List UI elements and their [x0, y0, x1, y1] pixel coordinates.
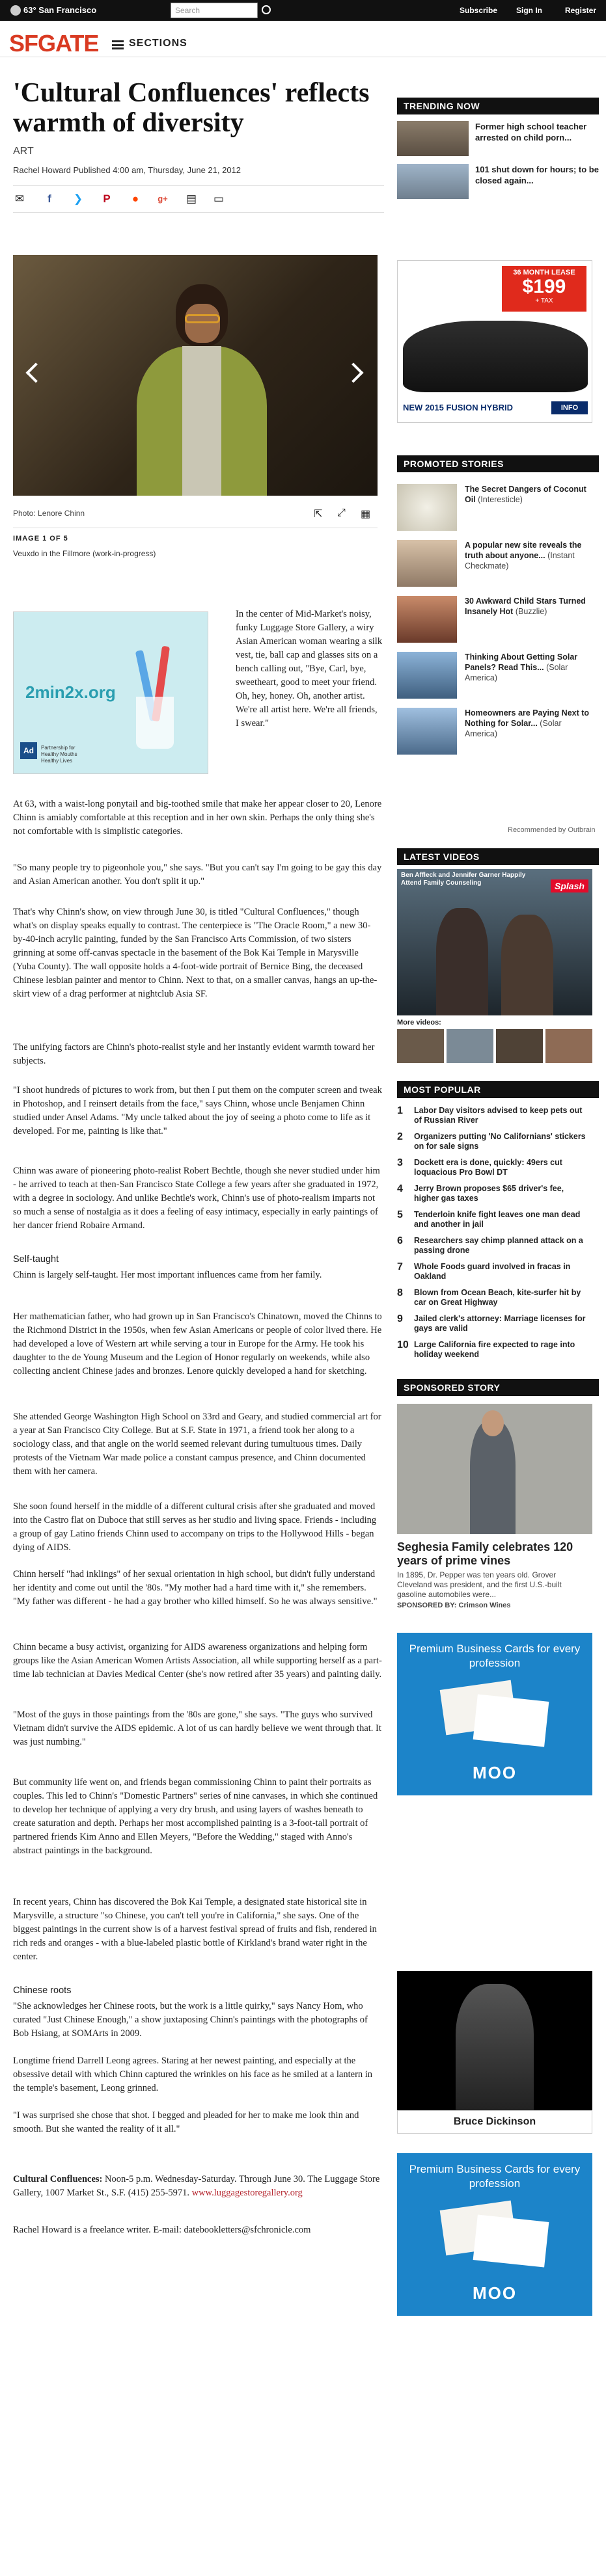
lease-label: 36 MONTH LEASE [513, 269, 575, 276]
promoted-title: 30 Awkward Child Stars Turned Insanely Hot [465, 597, 586, 616]
section-heading: Self-taught [13, 1254, 59, 1265]
popular-item[interactable]: 7 Whole Foods guard involved in fracas in Oakland [397, 1262, 599, 1284]
video-player[interactable] [397, 869, 592, 1015]
section-heading: Chinese roots [13, 1985, 72, 1996]
video-thumbnail[interactable] [496, 1029, 543, 1063]
performer-image [456, 1984, 534, 2110]
ad-council-logo: Ad [20, 742, 37, 759]
trending-title: 101 shut down for hours; to be closed again... [475, 165, 599, 185]
article-byline: Rachel Howard Published 4:00 am, Thursday, June 21, 2012 [13, 165, 241, 175]
article-paragraph: Longtime friend Darrell Leong agrees. Staring at her newest painting, and especially at the obsessive detail with which Chinn captured the wrinkles on his face as he smiled at a lantern in the temple's basement, Leong grinned. [13, 2056, 373, 2093]
twitter-icon[interactable]: ❯ [73, 193, 83, 205]
moo-ad-text: Premium Business Cards for every profession [409, 1643, 581, 1669]
article-paragraph: Chinn is largely self-taught. Her most important influences came from her family. [13, 1270, 322, 1280]
comment-icon[interactable]: ▭ [213, 193, 225, 205]
promoted-title: Homeowners are Paying Next to Nothing for Solar... [465, 708, 590, 728]
share-bar [13, 185, 384, 213]
promoted-source: (Solar America) [465, 719, 562, 738]
lease-price: $199 [522, 276, 566, 297]
image-caption: Veuxdo in the Fillmore (work-in-progress) [13, 549, 156, 558]
promoted-thumbnail [397, 708, 457, 755]
sections-button[interactable]: SECTIONS [129, 38, 187, 49]
moo-ad-text: Premium Business Cards for every profession [409, 2163, 581, 2190]
video-thumbnail[interactable] [397, 1029, 444, 1063]
outbrain-credit[interactable]: Recommended by Outbrain [508, 826, 596, 834]
splash-logo: Splash [551, 879, 588, 892]
email-icon[interactable]: ✉ [14, 193, 25, 205]
article-paragraph: In recent years, Chinn has discovered the Bok Kai Temple, a designated state historical site in Marysville, a structure "so Chinese, you can't tell you're in California," she says. One of the biggest paintings in the current show is of a harvest festival spread of fruits and fish, rendered in rich reds and oranges - with a blue-labeled plastic bottle of Kirkland's brand water right in the center. [13, 1897, 377, 1962]
event-info-label: Cultural Confluences: [13, 2174, 103, 2184]
moo-logo: MOO [472, 2283, 517, 2303]
more-videos-strip [397, 1029, 592, 1063]
business-cards-image [443, 1678, 547, 1750]
trending-thumbnail [397, 164, 469, 199]
photo-gallery[interactable] [13, 255, 378, 496]
promoted-item[interactable] [397, 484, 599, 536]
print-icon[interactable]: ▤ [186, 193, 197, 205]
photo-meta [13, 502, 378, 528]
article-paragraph: "So many people try to pigeonhole you," she says. "But you can't say I'm going to be gay this day and Asian American another. You don't split it up." [13, 863, 382, 887]
video-person [436, 908, 488, 1015]
moo-ad[interactable] [397, 2153, 592, 2316]
popular-title: Researchers say chimp planned attack on a passing drone [414, 1236, 583, 1255]
article-paragraph: "She acknowledges her Chinese roots, but the work is a little quirky," says Nancy Hom, who curated "Just Chinese Enough," a show juxtaposing Chinn's paintings with the photographs of Bob Hsiang, at SOMArts in 2009. [13, 2001, 368, 2039]
reddit-icon[interactable]: ● [131, 193, 139, 205]
promoted-header: PROMOTED STORIES [397, 455, 599, 472]
promoted-thumbnail [397, 540, 457, 587]
article-paragraph: She soon found herself in the middle of a different cultural crisis after she graduated and moved into the Castro flat on Duboce that still serves as her studio and living space. Friends - including a group of gay Latino friends Chinn used to accompany on trips to the Hollywood Hills - began dying of AIDS. [13, 1501, 377, 1553]
subscribe-link[interactable]: Subscribe [460, 6, 498, 15]
popular-title: Organizers putting 'No Californians' stickers on for sale signs [414, 1132, 586, 1151]
promoted-source: (Buzzlie) [515, 607, 547, 616]
signin-link[interactable]: Sign In [516, 6, 542, 15]
promoted-title: A popular new site reveals the truth about anyone... [465, 541, 582, 560]
promoted-item[interactable] [397, 540, 599, 592]
article-paragraph: Chinn was aware of pioneering photo-realist Robert Bechtle, though she never studied under him - he arrived to teach at then-San Francisco State College a few years after she graduated in 1972, with a degree in sociology. And unlike Bechtle's work, Chinn's use of photo-realism imparts not so much a sense of nostalgia as it does a feeling of easy intimacy, especially in early paintings of her dancer friend Robaire Armand. [13, 1166, 380, 1231]
photo-credit: Photo: Lenore Chinn [13, 509, 85, 518]
popular-item[interactable]: 6 Researchers say chimp planned attack on a passing drone [397, 1236, 599, 1258]
register-link[interactable]: Register [565, 6, 597, 15]
trending-item[interactable] [397, 121, 599, 159]
promoted-thumbnail [397, 652, 457, 699]
article-paragraph: But community life went on, and friends began commissioning Chinn to paint their portraits as couples. This led to Chinn's "Domestic Partners" series of nine canvases, in which she continued to develop her technique of applying a very dry brush, and using layers of washes beneath to create saturation and depth. Perhaps her most accomplished painting is a 3-foot-tall portrait of partnered friends Kim Anno and Ellen Meyers, "Before the Wedding," staged with Anno's abstract paintings in the background. [13, 1777, 378, 1856]
promoted-thumbnail [397, 484, 457, 531]
location-icon [10, 5, 21, 16]
sponsored-headline[interactable]: Seghesia Family celebrates 120 years of prime vines [397, 1540, 573, 1567]
popular-header: MOST POPULAR [397, 1081, 599, 1098]
popular-title: Whole Foods guard involved in fracas in Oakland [414, 1262, 571, 1281]
lease-badge [502, 266, 586, 312]
article-paragraph: "I shoot hundreds of pictures to work from, but then I put them on the computer screen and tweak in Photoshop, and I reinsert details from the face," says Chinn, whose uncle Benjamen Chinn studied under Ansel Adams. "My uncle talked about the joy of seeing a photo come to life as it developed. For me, painting is like that." [13, 1085, 382, 1136]
article-paragraph: Her mathematician father, who had grown up in San Francisco's Chinatown, moved the Chinns to the Richmond District in the 1950s, when few Asian Americans or people of color lived there. He had developed a love of Western art while serving a tour in Europe for the Army. He took his daughter to the de Young Museum and the Legion of Honor regularly on weekends, while also collecting ancient Chinese jades and bronzes. Lenore quickly developed a hand for sketching. [13, 1311, 382, 1376]
more-videos-label: More videos: [397, 1019, 441, 1026]
trending-item[interactable] [397, 164, 599, 202]
sponsored-person [470, 1421, 516, 1534]
article-title: 'Cultural Confluences' reflects warmth of diversity [13, 78, 370, 138]
popular-title: Jerry Brown proposes $65 driver's fee, higher gas taxes [414, 1184, 564, 1203]
article-paragraph: She attended George Washington High School on 33rd and Geary, and studied commercial art for a year at San Francisco City College. But at S.F. State in 1971, a friend took her along to a sociology class, and that angle on the world seemed relevant during tumultuous times. Daily protests of the Vietnam War made police a constant campus presence, and Chinn documented them with her camera. [13, 1412, 381, 1477]
sponsored-person-head [482, 1410, 504, 1436]
promoted-source: (Instant Checkmate) [465, 551, 575, 570]
car-ad[interactable] [397, 260, 592, 423]
video-person [501, 915, 553, 1015]
popular-title: Jailed clerk's attorney: Marriage licenses for gays are valid [414, 1314, 586, 1333]
videos-header: LATEST VIDEOS [397, 848, 599, 865]
event-info [13, 2173, 383, 2200]
ad-url: 2min2x.org [25, 682, 116, 702]
promoted-item[interactable] [397, 708, 599, 760]
popular-item[interactable]: 9 Jailed clerk's attorney: Marriage licenses for gays are valid [397, 1314, 599, 1336]
thumbnails-icon[interactable]: ▦ [361, 509, 371, 520]
moo-ad[interactable] [397, 1633, 592, 1795]
image-count: IMAGE 1 OF 5 [13, 535, 68, 543]
sfgate-logo[interactable]: SFGATE [9, 30, 99, 57]
pinterest-icon[interactable]: P [103, 193, 111, 205]
fullscreen-icon[interactable]: ⤢ [337, 507, 346, 518]
article-paragraph: "Most of the guys in those paintings from the '80s are gone," she says. "The guys who survived Vietnam didn't survive the AIDS epidemic. A lot of us can hardly believe we went through that. It was just numbing." [13, 1710, 381, 1747]
trending-thumbnail [397, 121, 469, 156]
popular-title: Blown from Ocean Beach, kite-surfer hit by car on Great Highway [414, 1288, 581, 1307]
moo-logo: MOO [472, 1763, 517, 1782]
facebook-icon[interactable]: f [48, 193, 51, 205]
article-category[interactable]: ART [13, 146, 34, 157]
sponsored-by: SPONSORED BY: Crimson Wines [397, 1602, 511, 1609]
painting-subject [130, 278, 273, 496]
googleplus-icon[interactable]: g+ [158, 194, 168, 204]
lease-suffix: + TAX [535, 297, 553, 304]
sponsored-text: In 1895, Dr. Pepper was ten years old. Grover Cleveland was president, and the first U.S.-built gasoline automobiles were... [397, 1570, 562, 1599]
car-image [403, 321, 588, 392]
popular-item[interactable]: 4 Jerry Brown proposes $65 driver's fee, higher gas taxes [397, 1184, 599, 1206]
article-paragraph: Chinn herself "had inklings" of her sexual orientation in high school, but didn't fully understand her identity and come out until the '80s. "My mother had a hard time with it," she remembers. "My father was different - he had a gay brother who killed himself. So he was always sensitive." [13, 1569, 378, 1607]
video-thumbnail[interactable] [447, 1029, 493, 1063]
car-ad-info-button[interactable]: INFO [551, 401, 588, 414]
promoted-title: Thinking About Getting Solar Panels? Read This... [465, 652, 578, 672]
article-header [13, 78, 384, 213]
video-caption: Ben Affleck and Jennifer Garner Happily Attend Family Counseling [401, 872, 526, 887]
popular-item[interactable]: 1 Labor Day visitors advised to keep pets out of Russian River [397, 1106, 599, 1128]
sponsored-image[interactable] [397, 1404, 592, 1534]
promoted-title: The Secret Dangers of Coconut Oil [465, 485, 586, 504]
article-paragraph: The unifying factors are Chinn's photo-realist style and her instantly evident warmth toward her subjects. [13, 1042, 375, 1066]
search-input[interactable]: Search [171, 3, 258, 18]
menu-icon[interactable] [112, 40, 124, 49]
gallery-website-link[interactable]: www.luggagestoregallery.org [191, 2188, 303, 2198]
popular-title: Large California fire expected to rage into holiday weekend [414, 1340, 575, 1359]
popular-title: Tenderloin knife fight leaves one man dead and another in jail [414, 1210, 581, 1229]
share-photo-icon[interactable]: ⇱ [314, 509, 323, 520]
inline-ad[interactable] [13, 611, 208, 774]
article-paragraph: That's why Chinn's show, on view through June 30, is titled "Cultural Confluences," though what's on display speaks equally to contrast. The centerpiece is "The Oracle Room," a new 30-by-40-inch acrylic painting, funded by the San Francisco Arts Commission, of two sisters grinning at some off-canvas spectacle in the basement of the Bok Kai Temple in Marysville (Yuba County). The wall opposite holds a 4-foot-wide portrait of Bernice Bing, the deceased Chinese lesbian painter and mentor to Chinn. Next to that, on a smaller canvas, hangs an up-the-skirt view of a drag performer at nightclub Asia SF. [13, 907, 378, 999]
top-bar [0, 0, 606, 21]
popular-title: Labor Day visitors advised to keep pets out of Russian River [414, 1106, 583, 1125]
promoted-thumbnail [397, 596, 457, 643]
event-info-text: Noon-5 p.m. Wednesday-Saturday. Through June 30. The Luggage Store Gallery, 1007 Market St., S.F. (415) 255-5971. [13, 2174, 380, 2198]
bruce-dickinson-ad[interactable] [397, 1971, 592, 2134]
popular-item[interactable]: 5 Tenderloin knife fight leaves one man dead and another in jail [397, 1210, 599, 1232]
search-icon[interactable] [262, 5, 271, 14]
promoted-source: (Interesticle) [478, 495, 523, 504]
article-paragraph: "I was surprised she chose that shot. I begged and pleaded for her to make me look thin and smooth. But she wanted the reality of it all." [13, 2110, 359, 2134]
popular-item[interactable]: 3 Dockett era is done, quickly: 49ers cut loquacious Pro Bowl DT [397, 1158, 599, 1180]
promoted-source: (Solar America) [465, 663, 568, 682]
car-ad-headline: NEW 2015 FUSION HYBRID [403, 403, 514, 412]
sponsored-header: SPONSORED STORY [397, 1379, 599, 1396]
popular-item[interactable]: 10 Large California fire expected to rage into holiday weekend [397, 1340, 599, 1362]
promoted-item[interactable] [397, 652, 599, 704]
weather-readout: 63° San Francisco [23, 5, 97, 15]
trending-header: TRENDING NOW [397, 98, 599, 114]
ad-sponsor: Partnership for Healthy Mouths Healthy Lives [41, 745, 77, 764]
promoted-item[interactable] [397, 596, 599, 648]
popular-item[interactable]: 8 Blown from Ocean Beach, kite-surfer hit by car on Great Highway [397, 1288, 599, 1310]
site-header [0, 21, 606, 57]
popular-title: Dockett era is done, quickly: 49ers cut loquacious Pro Bowl DT [414, 1158, 562, 1177]
author-footer: Rachel Howard is a freelance writer. E-mail: datebookletters@sfchronicle.com [13, 2225, 311, 2235]
bruce-dickinson-tag: Bruce Dickinson [397, 2110, 592, 2134]
cup-image [136, 697, 174, 749]
article-paragraph: Chinn became a busy activist, organizing for AIDS awareness organizations and helping form groups like the Asian American Women Artists Association, all while supporting herself as a part-time lab technician at Davies Medical Center (she's now retired after 35 years) and painting daily. [13, 1642, 382, 1680]
video-thumbnail[interactable] [545, 1029, 592, 1063]
article-paragraph: At 63, with a waist-long ponytail and big-toothed smile that make her appear closer to 20, Lenore Chinn is amiably comfortable at this reception and in her own skin. Perhaps the only thing she's not comfortable with is simplistic categories. [13, 799, 382, 837]
article-paragraph: In the center of Mid-Market's noisy, funky Luggage Store Gallery, a wiry Asian American woman wearing a silk vest, tie, ball cap and glasses sits on a bench calling out, "Bye, Carl, bye, sweetheart, good to meet your friend. Oh, hey, honey. Oh, another artist. We're all artist here. We're all friends, I swear." [236, 609, 383, 729]
trending-title: Former high school teacher arrested on child porn... [475, 122, 587, 142]
business-cards-image [443, 2199, 547, 2270]
popular-item[interactable]: 2 Organizers putting 'No Californians' stickers on for sale signs [397, 1132, 599, 1154]
